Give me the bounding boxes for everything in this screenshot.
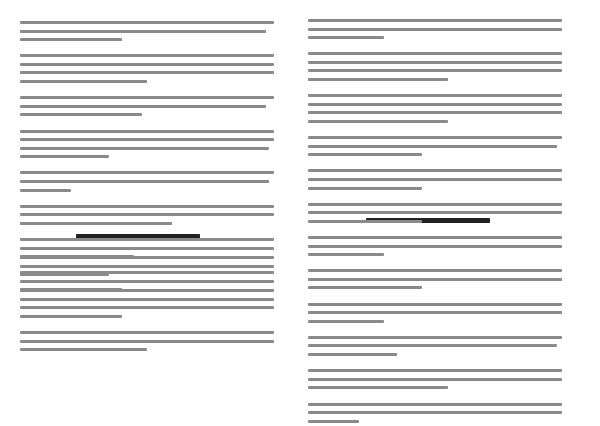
text-line bbox=[308, 386, 448, 389]
text-line bbox=[20, 273, 109, 276]
text-line bbox=[308, 336, 562, 339]
text-line bbox=[20, 306, 274, 309]
text-line bbox=[308, 78, 448, 81]
text-line bbox=[20, 63, 274, 66]
text-line bbox=[308, 420, 359, 423]
text-line bbox=[308, 52, 562, 55]
text-line bbox=[308, 303, 562, 306]
text-line bbox=[308, 145, 557, 148]
text-line bbox=[20, 280, 274, 283]
text-line bbox=[20, 315, 122, 318]
text-line bbox=[20, 222, 172, 225]
text-line bbox=[20, 340, 274, 343]
text-line bbox=[20, 265, 274, 268]
text-line bbox=[20, 189, 71, 192]
text-line bbox=[308, 286, 422, 289]
text-line bbox=[308, 36, 384, 39]
text-line bbox=[308, 211, 562, 214]
text-line bbox=[20, 80, 147, 83]
text-line bbox=[308, 245, 562, 248]
text-line bbox=[308, 19, 562, 22]
text-line bbox=[20, 256, 274, 259]
text-line bbox=[308, 61, 562, 64]
text-line bbox=[308, 187, 422, 190]
text-line bbox=[308, 120, 448, 123]
text-line bbox=[20, 147, 269, 150]
text-line bbox=[20, 113, 142, 116]
text-line bbox=[308, 411, 562, 414]
text-line bbox=[308, 353, 397, 356]
text-line bbox=[20, 138, 274, 141]
text-line bbox=[308, 136, 562, 139]
text-line bbox=[308, 178, 562, 181]
text-line bbox=[20, 130, 274, 133]
text-line bbox=[308, 320, 384, 323]
text-line bbox=[308, 28, 562, 31]
text-line bbox=[308, 153, 422, 156]
text-line bbox=[20, 238, 274, 241]
text-line bbox=[20, 289, 274, 292]
text-line bbox=[20, 105, 266, 108]
text-line bbox=[308, 203, 562, 206]
text-line bbox=[308, 169, 562, 172]
text-line bbox=[20, 96, 274, 99]
text-line bbox=[20, 331, 274, 334]
text-line bbox=[308, 344, 557, 347]
text-line bbox=[20, 205, 274, 208]
text-line bbox=[308, 111, 562, 114]
text-line bbox=[20, 54, 274, 57]
text-line bbox=[308, 253, 384, 256]
text-line bbox=[308, 311, 562, 314]
text-line bbox=[308, 220, 422, 223]
text-line bbox=[20, 247, 274, 250]
text-line bbox=[20, 180, 269, 183]
text-line bbox=[308, 236, 562, 239]
text-line bbox=[20, 171, 274, 174]
text-line bbox=[308, 94, 562, 97]
text-line bbox=[308, 403, 562, 406]
text-line bbox=[308, 369, 562, 372]
text-line bbox=[308, 278, 562, 281]
text-line bbox=[20, 71, 274, 74]
text-line bbox=[20, 298, 274, 301]
text-line bbox=[20, 30, 266, 33]
text-line bbox=[20, 38, 122, 41]
text-line bbox=[308, 103, 562, 106]
text-line bbox=[308, 378, 562, 381]
text-line bbox=[20, 348, 147, 351]
text-line bbox=[308, 269, 562, 272]
text-line bbox=[20, 155, 109, 158]
text-line bbox=[308, 69, 562, 72]
text-line bbox=[20, 21, 274, 24]
text-line bbox=[20, 213, 274, 216]
